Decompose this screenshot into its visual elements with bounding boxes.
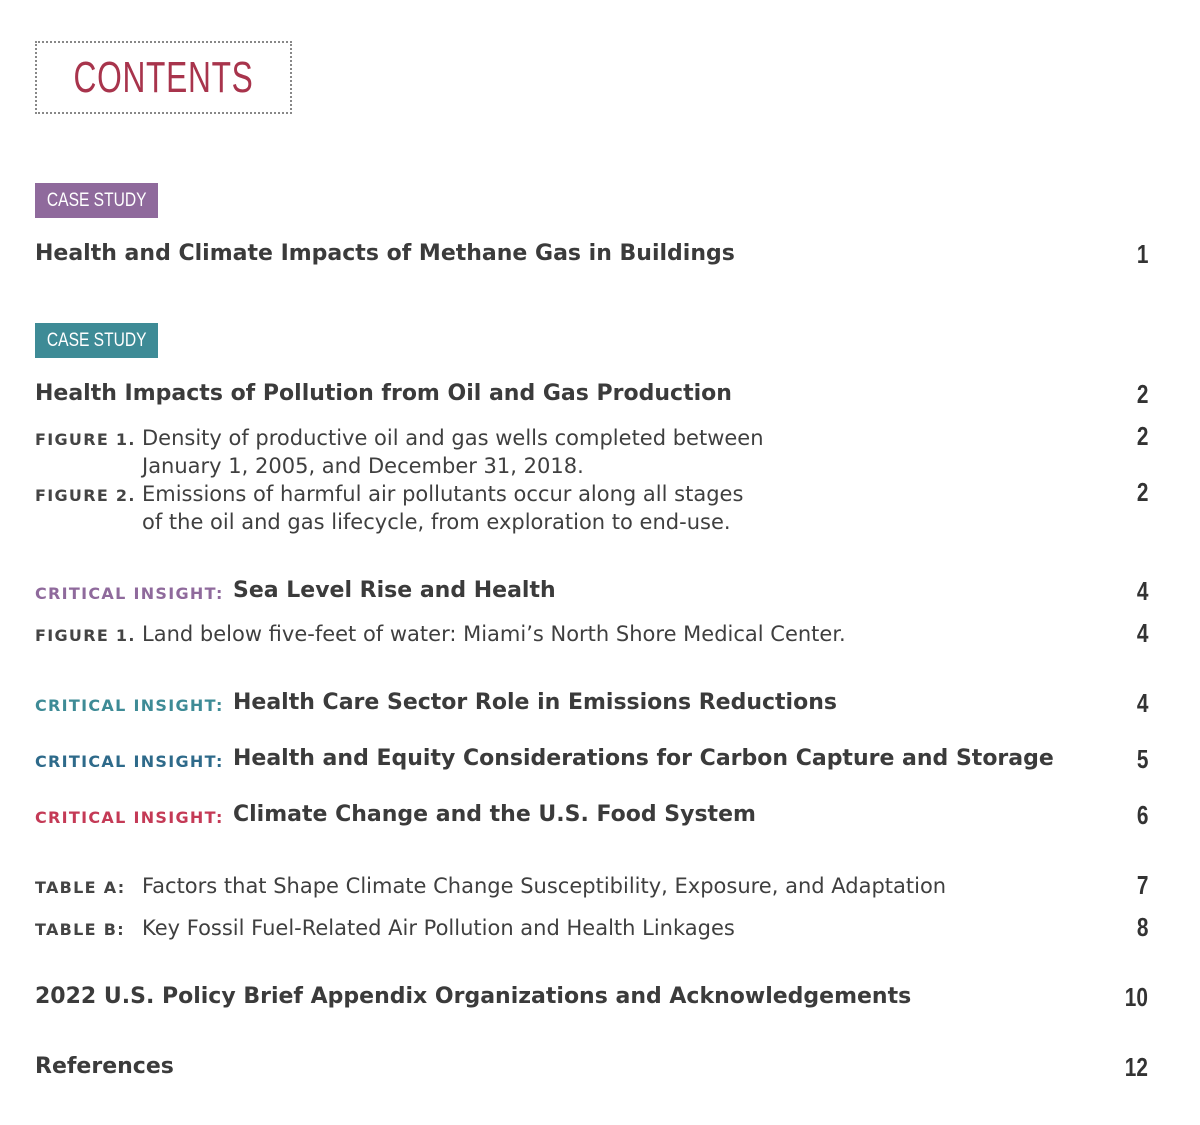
page-title: CONTENTS	[73, 53, 254, 102]
page-number: 4	[1136, 618, 1148, 648]
toc-entry-food-system[interactable]: Climate Change and the U.S. Food System	[233, 802, 756, 827]
page-number: 5	[1136, 744, 1148, 774]
toc-entry-methane-gas[interactable]: Health and Climate Impacts of Methane Gas in Buildings	[35, 241, 735, 266]
table-label: TABLE B:	[35, 920, 125, 939]
toc-entry-references[interactable]: References	[35, 1054, 174, 1079]
figure-label: FIGURE 2.	[35, 486, 136, 505]
page-number: 2	[1136, 477, 1148, 507]
toc-entry-figure[interactable]: Density of productive oil and gas wells completed between January 1, 2005, and December 31, 2018.	[142, 426, 764, 478]
toc-entry-appendix[interactable]: 2022 U.S. Policy Brief Appendix Organizations and Acknowledgements	[35, 984, 912, 1009]
critical-insight-label: CRITICAL INSIGHT:	[35, 752, 224, 771]
toc-entry-oil-gas-pollution[interactable]: Health Impacts of Pollution from Oil and Gas Production	[35, 381, 732, 406]
toc-entry-table-b[interactable]: Key Fossil Fuel-Related Air Pollution and Health Linkages	[142, 916, 735, 940]
page-number: 2	[1136, 379, 1148, 409]
contents-title-box	[35, 41, 292, 114]
figure-label: FIGURE 1.	[35, 626, 136, 645]
toc-entry-figure[interactable]: Land below five-feet of water: Miami’s North Shore Medical Center.	[142, 622, 846, 646]
case-study-badge: CASE STUDY	[35, 323, 158, 358]
page-number: 10	[1124, 982, 1148, 1012]
toc-entry-table-a[interactable]: Factors that Shape Climate Change Susceptibility, Exposure, and Adaptation	[142, 874, 947, 898]
figure-label: FIGURE 1.	[35, 430, 136, 449]
page-number: 7	[1136, 870, 1148, 900]
toc-entry-sea-level-rise[interactable]: Sea Level Rise and Health	[233, 578, 556, 603]
page-number: 8	[1136, 912, 1148, 942]
toc-entry-carbon-capture[interactable]: Health and Equity Considerations for Carbon Capture and Storage	[233, 746, 1054, 771]
case-study-badge: CASE STUDY	[35, 183, 158, 218]
page-number: 6	[1136, 800, 1148, 830]
toc-entry-health-care-sector[interactable]: Health Care Sector Role in Emissions Reductions	[233, 690, 837, 715]
page-number: 1	[1136, 239, 1148, 269]
page-number: 4	[1136, 576, 1148, 606]
page-number: 12	[1124, 1052, 1148, 1082]
page-number: 4	[1136, 688, 1148, 718]
critical-insight-label: CRITICAL INSIGHT:	[35, 808, 224, 827]
critical-insight-label: CRITICAL INSIGHT:	[35, 584, 224, 603]
table-label: TABLE A:	[35, 878, 126, 897]
critical-insight-label: CRITICAL INSIGHT:	[35, 696, 224, 715]
page-number: 2	[1136, 421, 1148, 451]
toc-entry-figure[interactable]: Emissions of harmful air pollutants occur along all stages of the oil and gas lifecycle, from exploration to end-use.	[142, 482, 744, 534]
